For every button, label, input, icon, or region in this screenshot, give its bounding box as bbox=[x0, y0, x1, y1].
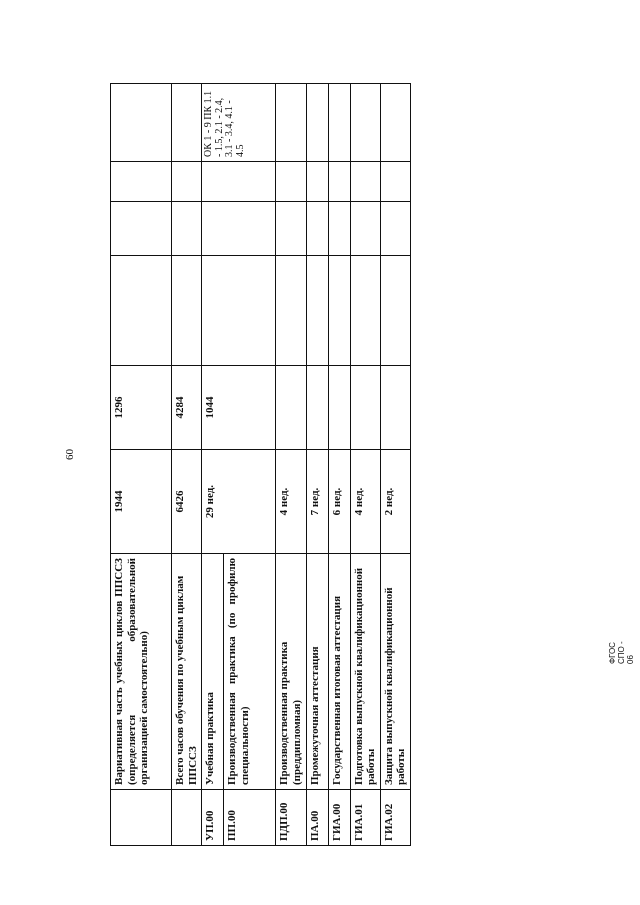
row-code: ГИА.02 bbox=[380, 790, 410, 846]
row-cell bbox=[202, 162, 276, 202]
table-row bbox=[111, 84, 172, 846]
row-name: Производственная практика (по профилю специальности) bbox=[224, 554, 276, 790]
row-total: 4 нед. bbox=[276, 450, 306, 554]
row-total: 1944 bbox=[111, 450, 172, 554]
document-footer: ФГОС СПО - 06 bbox=[608, 641, 635, 664]
row-name: Учебная практика bbox=[202, 554, 224, 790]
row-cell bbox=[202, 202, 276, 256]
row-code: ГИА.01 bbox=[350, 790, 380, 846]
row-code bbox=[172, 790, 202, 846]
row-total: 2 нед. bbox=[380, 450, 410, 554]
page-number: 60 bbox=[64, 449, 76, 460]
row-code: УП.00 bbox=[202, 790, 224, 846]
row-code bbox=[111, 790, 172, 846]
row-cell bbox=[111, 162, 172, 202]
table-row bbox=[172, 84, 202, 846]
row-name: Всего часов обучения по учебным циклам ППССЗ bbox=[172, 554, 202, 790]
row-hours: 1044 bbox=[202, 366, 276, 450]
row-total: 6 нед. bbox=[328, 450, 350, 554]
row-competence: ОК 1 - 9 ПК 1.1 - 1.5, 2.1 - 2.4, 3.1 - 3.4, 4.1 - 4.5 bbox=[202, 84, 276, 162]
table-row bbox=[306, 84, 328, 846]
row-name: Промежуточная аттестация bbox=[306, 554, 328, 790]
table-row bbox=[202, 84, 224, 846]
table-row bbox=[328, 84, 350, 846]
row-code: ПП.00 bbox=[224, 790, 276, 846]
row-total: 29 нед. bbox=[202, 450, 276, 554]
row-name: Подготовка выпускной квалификационной работы bbox=[350, 554, 380, 790]
row-cell bbox=[172, 202, 202, 256]
row-total: 6426 bbox=[172, 450, 202, 554]
table-row bbox=[276, 84, 306, 846]
row-total: 4 нед. bbox=[350, 450, 380, 554]
row-code: ГИА.00 bbox=[328, 790, 350, 846]
table-row bbox=[380, 84, 410, 846]
row-code: ПДП.00 bbox=[276, 790, 306, 846]
row-cell bbox=[202, 256, 276, 366]
row-name: Государственная итоговая аттестация bbox=[328, 554, 350, 790]
curriculum-table bbox=[110, 83, 411, 846]
row-cell bbox=[111, 202, 172, 256]
row-name: Защита выпускной квалификационной работы bbox=[380, 554, 410, 790]
row-cell bbox=[111, 256, 172, 366]
row-name: Производственная практика (преддипломная) bbox=[276, 554, 306, 790]
row-name: Вариативная часть учебных циклов ППССЗ (определяется образовательной организацией самостоятельно) bbox=[111, 554, 172, 790]
row-hours: 4284 bbox=[172, 366, 202, 450]
rotated-table-wrapper bbox=[110, 84, 408, 846]
row-cell bbox=[172, 162, 202, 202]
row-code: ПА.00 bbox=[306, 790, 328, 846]
row-cell bbox=[172, 256, 202, 366]
row-hours: 1296 bbox=[111, 366, 172, 450]
row-total: 7 нед. bbox=[306, 450, 328, 554]
row-competence bbox=[111, 84, 172, 162]
row-competence bbox=[172, 84, 202, 162]
table-row bbox=[350, 84, 380, 846]
